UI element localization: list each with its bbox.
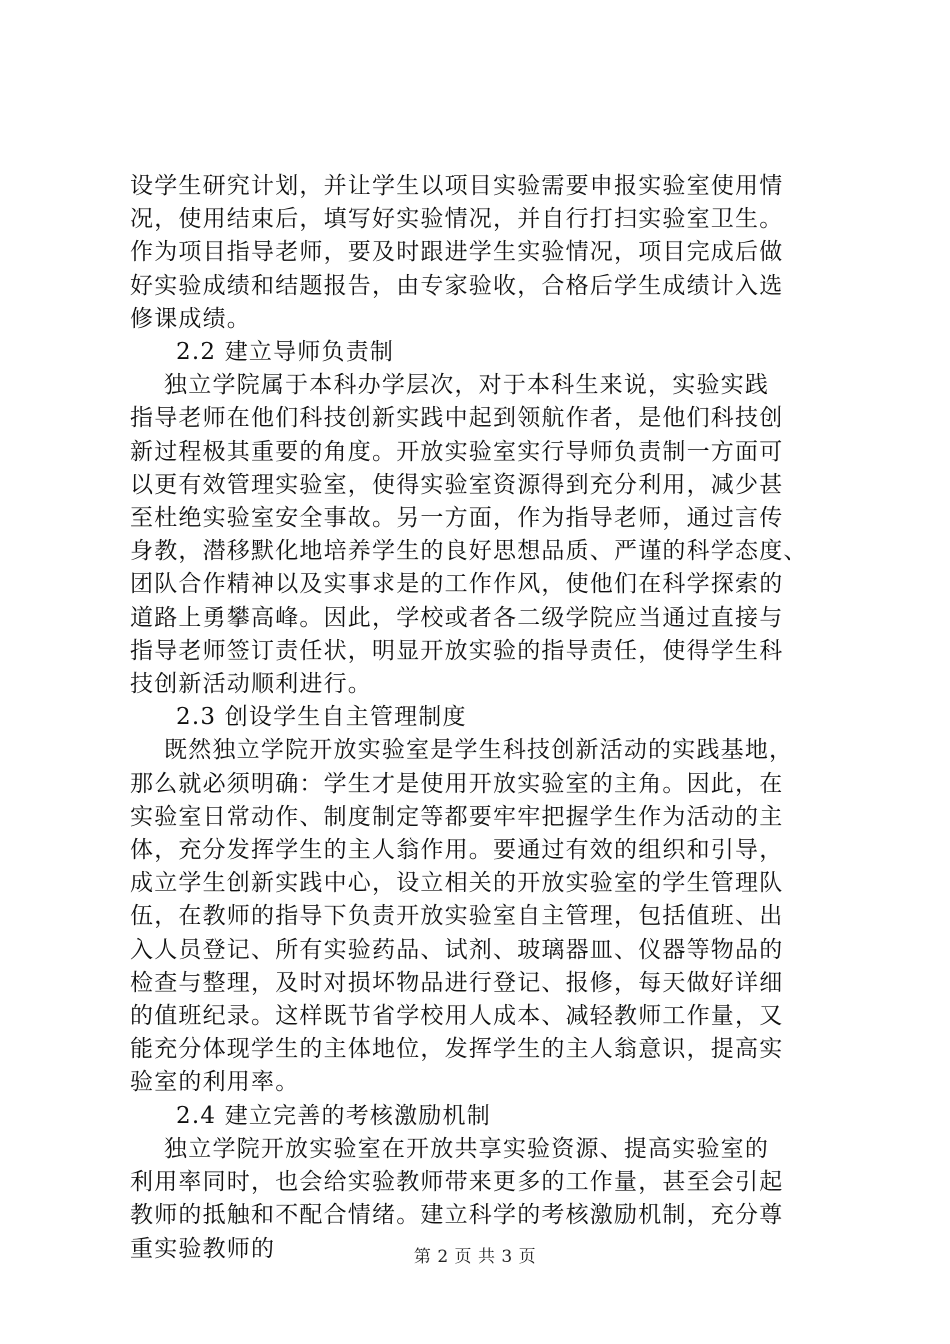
text-line: 利用率同时，也会给实验教师带来更多的工作量，甚至会引起 (130, 1169, 784, 1196)
text-line: 指导老师在他们科技创新实践中起到领航作者，是他们科技创 (130, 405, 784, 432)
text-line: 独立学院属于本科办学层次，对于本科生来说，实验实践 (130, 372, 770, 399)
text-line: 伍，在教师的指导下负责开放实验室自主管理，包括值班、出 (130, 903, 784, 930)
text-line: 教师的抵触和不配合情绪。建立科学的考核激励机制，充分尊 (130, 1202, 784, 1229)
document-body (130, 170, 835, 1266)
text-line: 指导老师签订责任状，明显开放实验的指导责任，使得学生科 (130, 637, 784, 664)
section-heading: 2.3 创设学生自主管理制度 (176, 704, 467, 731)
text-line: 检查与整理，及时对损坏物品进行登记、报修，每天做好详细 (130, 969, 784, 996)
body-paragraph (130, 734, 835, 1099)
body-paragraph (130, 369, 835, 701)
text-line: 作为项目指导老师，要及时跟进学生实验情况，项目完成后做 (130, 239, 784, 266)
text-line: 成立学生创新实践中心，设立相关的开放实验室的学生管理队 (130, 870, 784, 897)
text-line: 独立学院开放实验室在开放共享实验资源、提高实验室的 (130, 1135, 770, 1162)
text-line: 入人员登记、所有实验药品、试剂、玻璃器皿、仪器等物品的 (130, 936, 784, 963)
text-line: 身教，潜移默化地培养学生的良好思想品质、严谨的科学态度、 (130, 538, 808, 565)
text-line: 重实验教师的 (130, 1235, 276, 1262)
section-heading: 2.4 建立完善的考核激励机制 (176, 1102, 491, 1129)
text-line: 团队合作精神以及实事求是的工作作风，使他们在科学探索的 (130, 571, 784, 598)
text-line: 况，使用结束后，填写好实验情况，并自行打扫实验室卫生。 (130, 206, 784, 233)
body-paragraph (130, 170, 835, 336)
text-line: 道路上勇攀高峰。因此，学校或者各二级学院应当通过直接与 (130, 604, 784, 631)
text-line: 能充分体现学生的主体地位，发挥学生的主人翁意识，提高实 (130, 1036, 784, 1063)
text-line: 验室的利用率。 (130, 1069, 300, 1096)
text-line: 那么就必须明确：学生才是使用开放实验室的主角。因此，在 (130, 770, 784, 797)
text-line: 的值班纪录。这样既节省学校用人成本、减轻教师工作量，又 (130, 1003, 784, 1030)
text-line: 技创新活动顺利进行。 (130, 671, 372, 698)
text-line: 好实验成绩和结题报告，由专家验收，合格后学生成绩计入选 (130, 272, 784, 299)
text-line: 新过程极其重要的角度。开放实验室实行导师负责制一方面可 (130, 438, 784, 465)
text-line: 设学生研究计划，并让学生以项目实验需要申报实验室使用情 (130, 173, 784, 199)
text-line: 实验室日常动作、制度制定等都要牢牢把握学生作为活动的主 (130, 803, 784, 830)
text-line: 既然独立学院开放实验室是学生科技创新活动的实践基地， (130, 737, 794, 764)
text-line: 以更有效管理实验室，使得实验室资源得到充分利用，减少甚 (130, 471, 784, 498)
text-line: 至杜绝实验室安全事故。另一方面，作为指导老师，通过言传 (130, 505, 784, 532)
text-line: 体，充分发挥学生的主人翁作用。要通过有效的组织和引导， (130, 837, 784, 864)
section-heading: 2.2 建立导师负责制 (176, 339, 395, 366)
text-line: 修课成绩。 (130, 305, 251, 332)
page-footer: 第 2 页 共 3 页 (413, 1247, 537, 1267)
